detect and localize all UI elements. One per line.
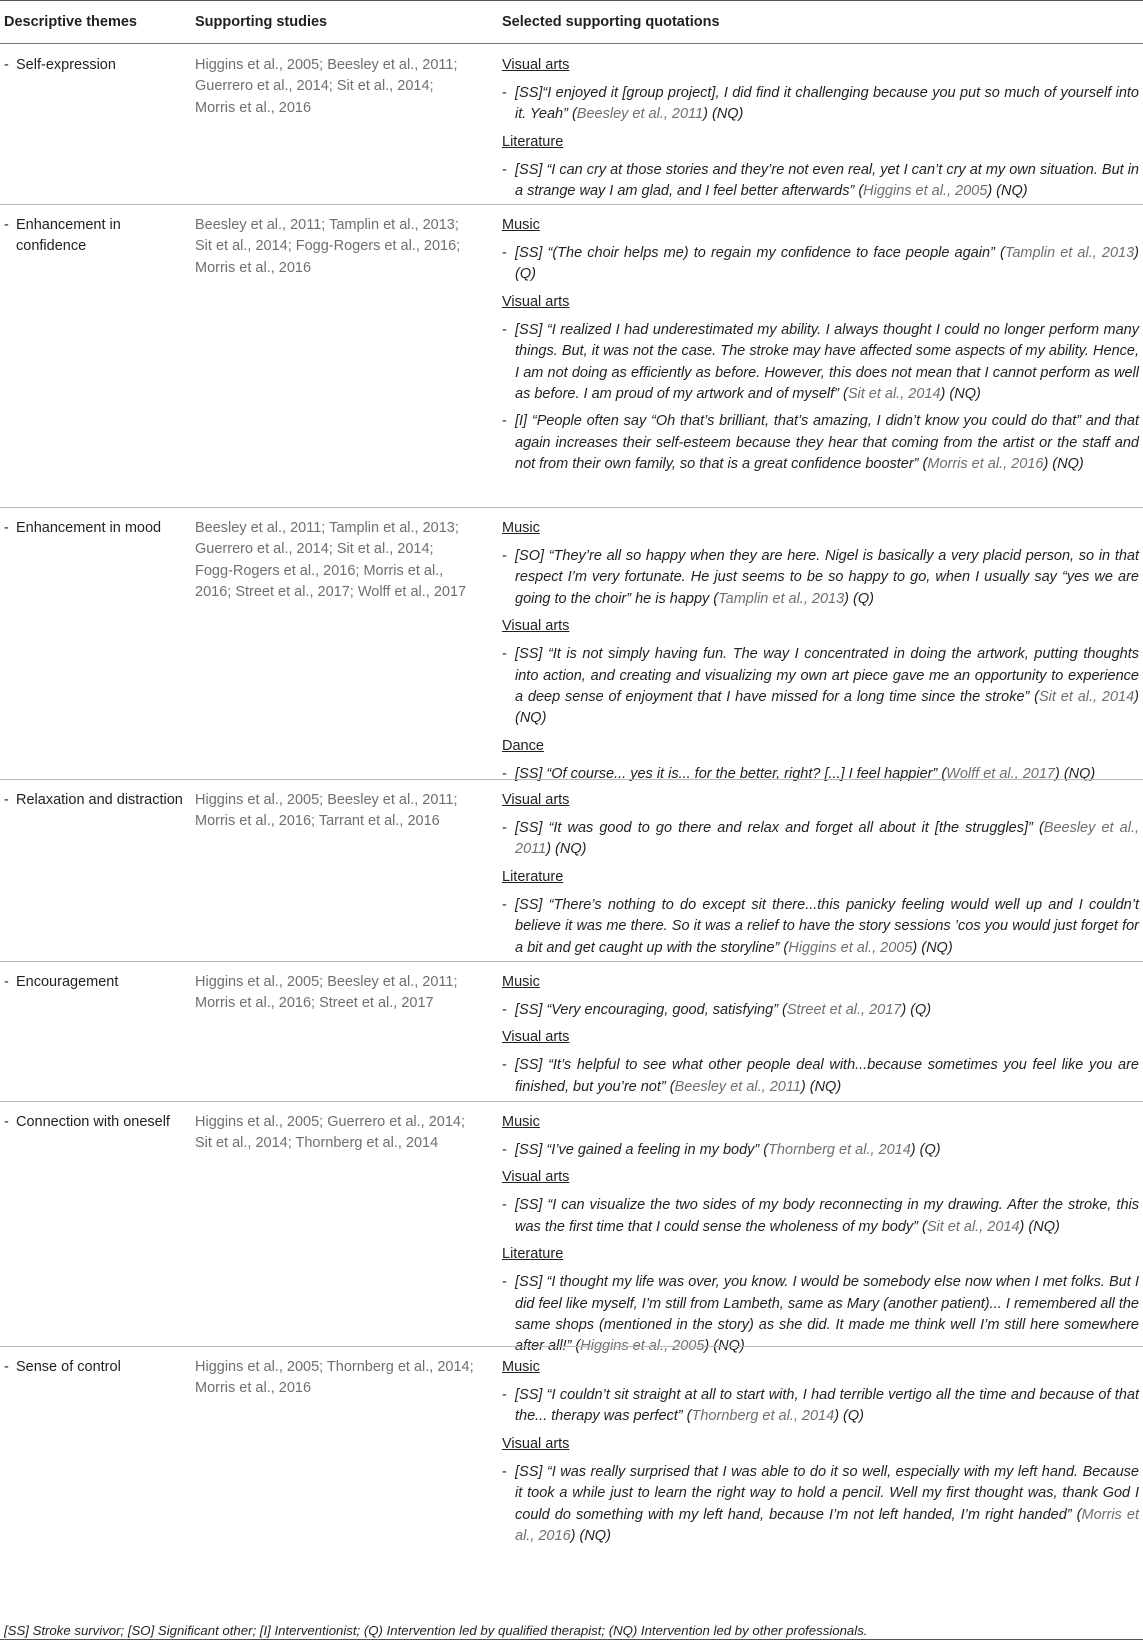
quotation-suffix: ) (NQ) [704, 1338, 745, 1355]
bullet-dash: - [502, 646, 507, 663]
bullet-dash: - [502, 161, 507, 178]
quotation [502, 546, 1139, 610]
art-form-label: Dance [502, 737, 544, 754]
quotation [502, 644, 1139, 730]
bullet-dash: - [502, 765, 507, 782]
bullet-dash: - [502, 548, 507, 564]
theme-label: Self-expression [16, 57, 116, 73]
quotation [502, 83, 1139, 126]
quotation-suffix: ) (NQ) [1043, 456, 1084, 473]
theme-label: Encouragement [16, 974, 119, 990]
theme-label: Relaxation and distraction [16, 792, 183, 808]
theme-label: Enhancement in mood [16, 520, 162, 536]
quotation [502, 895, 1139, 959]
theme-cell [4, 790, 184, 811]
bullet-dash: - [502, 413, 507, 430]
supporting-studies-cell: Higgins et al., 2005; Beesley et al., 2011; Morris et al., 2016; Street et al., 2017 [195, 974, 458, 1012]
quotation [502, 160, 1139, 203]
bullet-dash: - [502, 1387, 507, 1403]
quotation-suffix: ) (NQ) [703, 106, 744, 123]
quotations-cell [502, 1357, 1139, 1553]
supporting-studies-cell: Beesley et al., 2011; Tamplin et al., 2013; Sit et al., 2014; Fogg-Rogers et al., 2016; Morris et al., 2016 [195, 217, 461, 276]
theme-cell [4, 215, 184, 258]
bullet-dash: - [502, 1463, 507, 1480]
art-form-label: Music [502, 1114, 540, 1130]
quotation [502, 1462, 1139, 1548]
supporting-studies-cell: Beesley et al., 2011; Tamplin et al., 2013; Guerrero et al., 2014; Sit et al., 2014; Fogg-Rogers et al., 2016; Morris et al., 2016; Street et al., 2017; Wolff et al., 2017 [195, 520, 467, 601]
citation-link: Street et al., 2017 [786, 1002, 902, 1018]
quotation-suffix: ) (NQ) [912, 939, 953, 956]
quotation-suffix: ) (Q) [515, 245, 1139, 283]
quotations-cell [502, 55, 1139, 209]
theme-label: Enhancement in confidence [16, 217, 121, 255]
quotation-text: [SS] “I can cry at those stories and they’re not even real, yet I can’t cry at my own situation. But in a strange way I am glad, and I feel better afterwards” ( [515, 161, 1139, 200]
quotation-suffix: ) (NQ) [1054, 765, 1096, 782]
header-descriptive-themes: Descriptive themes [4, 14, 137, 30]
quotation-text: [SS] “(The choir helps me) to regain my confidence to face people again” ( [515, 245, 1005, 261]
quotation-text: [SS] “I couldn’t sit straight at all to start with, I had terrible vertigo all the time and because of that the... therapy was perfect” ( [515, 1387, 1139, 1425]
quotation-suffix: ) (NQ) [800, 1078, 842, 1095]
quotation-text: [SS] “It was good to go there and relax and forget all about it [the struggles]” ( [515, 820, 1044, 836]
supporting-studies-cell: Higgins et al., 2005; Guerrero et al., 2014; Sit et al., 2014; Thornberg et al., 2014 [195, 1114, 466, 1152]
bullet-dash: - [4, 974, 9, 990]
art-form-label: Music [502, 1359, 540, 1375]
quotation [502, 1272, 1139, 1358]
quotation [502, 243, 1139, 286]
header-supporting-studies: Supporting studies [195, 14, 328, 30]
quotation-suffix: ) (NQ) [570, 1528, 611, 1545]
table-footnote: [SS] Stroke survivor; [SO] Significant other; [I] Interventionist; (Q) Intervention led by qualified therapist; (NQ) Intervention led by other professionals. [4, 1623, 868, 1638]
quotation-suffix: ) (Q) [844, 590, 874, 607]
art-form-label: Music [502, 217, 540, 233]
theme-cell [4, 518, 184, 539]
row-separator [0, 507, 1143, 508]
quotations-cell [502, 215, 1139, 482]
quotation [502, 1195, 1139, 1238]
quotations-cell [502, 790, 1139, 965]
quotation [502, 411, 1139, 475]
supporting-studies-cell: Higgins et al., 2005; Beesley et al., 2011; Guerrero et al., 2014; Sit et al., 2014; Morris et al., 2016 [195, 57, 458, 116]
quotation [502, 818, 1139, 861]
supporting-studies-cell: Higgins et al., 2005; Thornberg et al., 2014; Morris et al., 2016 [195, 1359, 474, 1397]
bullet-dash: - [502, 1057, 507, 1074]
quotation-text: [SS]“I enjoyed it [group project], I did find it challenging because you put so much of yourself into it. Yeah” ( [515, 85, 1139, 123]
quotation-text: [I] “People often say “Oh that’s brilliant, that’s amazing, I didn’t know you could do that” and that again increases their self-esteem because they hear that coming from the artist or the staff and not from their own family, so that is a great confidence booster” ( [515, 413, 1139, 473]
quotation-suffix: ) (NQ) [987, 183, 1028, 200]
quotation [502, 1140, 1139, 1161]
bullet-dash: - [4, 792, 9, 808]
citation-link: Sit et al., 2014 [1039, 689, 1135, 706]
art-form-label: Music [502, 520, 540, 536]
quotation-suffix: ) (NQ) [515, 689, 1139, 727]
art-form-label: Music [502, 974, 540, 990]
quotation-text: [SS] “There’s nothing to do except sit there...this panicky feeling would well up and I couldn’t believe it was me there. So it was a relief to have the story sessions ’cos you would just forget for a bit and get caught up with the storyline” ( [515, 896, 1139, 956]
art-form-label: Visual arts [502, 1169, 570, 1186]
header-rule [0, 43, 1143, 44]
bullet-dash: - [502, 1002, 507, 1018]
citation-link: Morris et al., 2016 [515, 1506, 1139, 1545]
art-form-label: Literature [502, 133, 564, 150]
quotation-suffix: ) (Q) [901, 1002, 932, 1018]
bullet-dash: - [4, 57, 9, 73]
quotation [502, 320, 1139, 406]
theme-label: Connection with oneself [16, 1114, 170, 1130]
bullet-dash: - [502, 245, 507, 261]
art-form-label: Literature [502, 868, 564, 885]
quotation-suffix: ) (Q) [834, 1408, 864, 1425]
citation-link: Sit et al., 2014 [926, 1218, 1020, 1235]
citation-link: Beesley et al., 2011 [576, 106, 704, 123]
quotation [502, 1000, 1139, 1021]
theme-label: Sense of control [16, 1359, 121, 1375]
theme-cell [4, 1357, 184, 1378]
citation-link: Beesley et al., 2011 [515, 820, 1139, 858]
bullet-dash: - [4, 217, 9, 233]
quotation-text: [SS] “It’s helpful to see what other people deal with...because sometimes you feel like you are finished, but you’re not” ( [515, 1057, 1139, 1095]
citation-link: Sit et al., 2014 [847, 386, 941, 403]
quotation-text: [SS] “I realized I had underestimated my ability. I always thought I could no longer perform many things. But, it was not the case. The stroke may have affected some aspects of my ability. Hence, I am not doing as efficiently as before. However, this does not mean that I cannot perform as well as before. I am proud of my artwork and of myself” ( [515, 321, 1139, 403]
citation-link: Wolff et al., 2017 [946, 765, 1055, 782]
row-separator [0, 204, 1143, 205]
row-separator [0, 779, 1143, 780]
citation-link: Thornberg et al., 2014 [691, 1408, 835, 1425]
quotations-cell [502, 1112, 1139, 1364]
quotation [502, 1055, 1139, 1098]
quotation [502, 1385, 1139, 1428]
quotation-text: [SS] “Of course... yes it is... for the better, right? [...] I feel happier” ( [515, 765, 947, 782]
citation-link: Tamplin et al., 2013 [1004, 245, 1135, 261]
citation-link: Thornberg et al., 2014 [768, 1142, 911, 1158]
bullet-dash: - [4, 1114, 9, 1130]
art-form-label: Visual arts [502, 293, 570, 310]
theme-cell [4, 55, 184, 76]
art-form-label: Visual arts [502, 1029, 570, 1046]
bullet-dash: - [4, 520, 9, 536]
bullet-dash: - [502, 1274, 507, 1291]
row-separator [0, 1346, 1143, 1347]
bullet-dash: - [502, 321, 507, 338]
table-top-rule [0, 0, 1143, 1]
bullet-dash: - [502, 85, 507, 101]
art-form-label: Visual arts [502, 792, 570, 808]
row-separator [0, 1101, 1143, 1102]
citation-link: Tamplin et al., 2013 [718, 590, 845, 607]
theme-cell [4, 1112, 184, 1133]
quotations-cell [502, 518, 1139, 791]
art-form-label: Visual arts [502, 618, 570, 635]
quotation-text: [SO] “They’re all so happy when they are here. Nigel is basically a very placid person, so in that respect I’m very fortunate. He just seems to be so happy to go, when I usually say “yes we are going to the choir” he is happy ( [515, 548, 1139, 607]
citation-link: Higgins et al., 2005 [580, 1338, 705, 1355]
bullet-dash: - [502, 1142, 507, 1158]
row-separator [0, 961, 1143, 962]
art-form-label: Literature [502, 1246, 564, 1263]
quotation-suffix: ) (NQ) [546, 841, 587, 858]
supporting-studies-cell: Higgins et al., 2005; Beesley et al., 2011; Morris et al., 2016; Tarrant et al., 2016 [195, 792, 458, 830]
header-selected-quotations: Selected supporting quotations [502, 14, 720, 30]
bullet-dash: - [502, 1197, 507, 1214]
theme-cell [4, 972, 184, 993]
bullet-dash: - [502, 896, 507, 913]
art-form-label: Visual arts [502, 57, 570, 73]
quotation-text: [SS] “Very encouraging, good, satisfying” ( [515, 1002, 787, 1018]
quotation [502, 764, 1139, 785]
art-form-label: Visual arts [502, 1435, 570, 1452]
quotation-text: [SS] “I’ve gained a feeling in my body” ( [515, 1142, 769, 1158]
bullet-dash: - [4, 1359, 9, 1375]
citation-link: Morris et al., 2016 [927, 456, 1044, 473]
quotation-suffix: ) (NQ) [1019, 1218, 1060, 1235]
bullet-dash: - [502, 820, 507, 836]
quotation-text: [SS] “I thought my life was over, you know. I would be somebody else now when I met folks. But I did feel like myself, I’m still from Lambeth, same as Mary (another patient)... I remembered all the same shops (mentioned in the story) as she did. It made me think well I’m still here somewhere after all!” ( [515, 1274, 1139, 1355]
citation-link: Higgins et al., 2005 [863, 183, 988, 200]
quotation-text: [SS] “I can visualize the two sides of my body reconnecting in my drawing. After the stroke, this was the first time that I could sense the wholeness of my body” ( [515, 1197, 1139, 1235]
quotation-text: [SS] “It is not simply having fun. The way I concentrated in doing the artwork, putting thoughts into action, and creating and visualizing my own art piece gave me an opportunity to experience a deep sense of enjoyment that I have missed for a long time since the stroke” ( [515, 646, 1139, 706]
citation-link: Higgins et al., 2005 [788, 939, 913, 956]
quotation-suffix: ) (NQ) [940, 386, 981, 403]
citation-link: Beesley et al., 2011 [674, 1078, 801, 1095]
quotation-text: [SS] “I was really surprised that I was able to do it so well, especially with my left hand. Because it took a while just to learn the right way to hold a pencil. Well my first thought was, thank God I could do something with my left hand, because I’m not left handed, I’m right handed” ( [515, 1463, 1139, 1523]
quotation-suffix: ) (Q) [910, 1142, 941, 1158]
quotations-cell [502, 972, 1139, 1104]
